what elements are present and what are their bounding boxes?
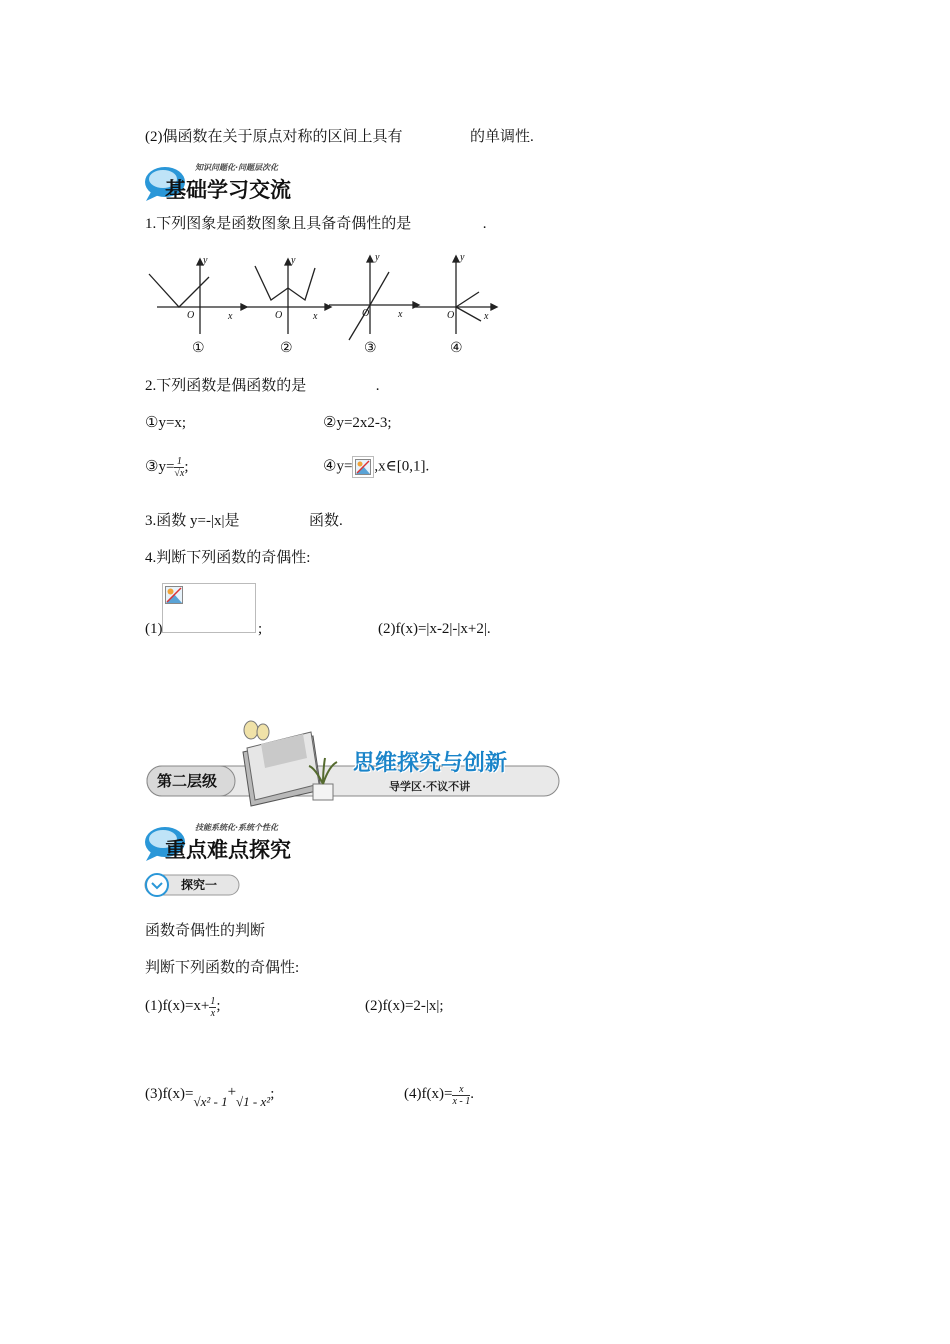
top-line bbox=[145, 127, 534, 147]
image-placeholder-icon bbox=[355, 459, 371, 475]
level-banner bbox=[143, 718, 563, 810]
section2-title-first: 重 bbox=[165, 838, 186, 862]
section1-title-rest: 础学习交流 bbox=[186, 178, 291, 202]
graph-1-origin: O bbox=[187, 310, 195, 321]
instruction: 判断下列函数的奇偶性: bbox=[145, 960, 300, 976]
graph-3-y: y bbox=[375, 252, 380, 263]
butterfly-icon bbox=[244, 721, 269, 740]
broken-image-icon bbox=[352, 456, 374, 478]
fraction-denominator: √x bbox=[174, 468, 185, 479]
q4-part-1-end: ; bbox=[258, 621, 263, 637]
fraction-numerator: 1 bbox=[174, 456, 184, 468]
section2-title-rest: 点难点探究 bbox=[186, 838, 291, 862]
fraction-denominator: x bbox=[210, 1008, 216, 1019]
graph-1-y: y bbox=[203, 255, 208, 266]
exercise-3-root-1: √x² - 1 bbox=[193, 1094, 228, 1109]
section-header-key bbox=[143, 820, 323, 862]
exercise-3-prefix: (3)f(x)= bbox=[145, 1086, 194, 1102]
graph-4-origin: O bbox=[447, 310, 455, 321]
exercise-3-root-2: √1 - x² bbox=[236, 1094, 271, 1109]
question-1 bbox=[145, 214, 487, 234]
question-2-text: 2.下列函数是偶函数的是 bbox=[145, 378, 307, 394]
banner-title: 思维探究与创新 bbox=[353, 751, 508, 776]
exercise-4-fraction bbox=[452, 1084, 470, 1107]
exercise-1-suffix: ; bbox=[216, 998, 221, 1014]
exercise-3-suffix: ; bbox=[270, 1086, 275, 1102]
exercise-3 bbox=[145, 1084, 275, 1109]
q2-option-4-prefix: ④y= bbox=[323, 458, 353, 475]
graph-1-x: x bbox=[228, 311, 233, 322]
explore-tag-label: 探究一 bbox=[181, 878, 218, 892]
banner-subtitle: 导学区·不议不讲 bbox=[389, 780, 471, 793]
exercise-1-prefix: (1)f(x)=x+ bbox=[145, 998, 210, 1014]
top-line-suffix: 的单调性. bbox=[470, 129, 534, 145]
graph-2-y: y bbox=[291, 255, 296, 266]
graph-1-label: ① bbox=[192, 341, 205, 356]
fraction-numerator: 1 bbox=[210, 996, 216, 1007]
graph-3-label: ③ bbox=[364, 341, 377, 356]
banner-level: 第二层级 bbox=[157, 772, 218, 790]
graph-4-x: x bbox=[484, 311, 489, 322]
question-3-suffix: 函数. bbox=[308, 513, 343, 529]
q2-option-3-prefix: ③y= bbox=[145, 458, 175, 475]
question-2 bbox=[145, 376, 380, 396]
exercise-3-plus: + bbox=[227, 1084, 237, 1100]
top-line-prefix: (2)偶函数在关于原点对称的区间上具有 bbox=[145, 129, 403, 145]
graph-3-x: x bbox=[398, 309, 403, 320]
topic-title: 函数奇偶性的判断 bbox=[145, 923, 266, 939]
q2-option-3-suffix: ; bbox=[184, 458, 189, 475]
question-1-end: . bbox=[482, 216, 487, 232]
question-3-prefix: 3.函数 y=-|x|是 bbox=[145, 513, 240, 529]
graph-2-x: x bbox=[313, 311, 318, 322]
section1-title-first: 基 bbox=[165, 178, 186, 202]
question-1-text: 1.下列图象是函数图象且具备奇偶性的是 bbox=[145, 216, 412, 232]
q4-part-2: (2)f(x)=|x-2|-|x+2|. bbox=[378, 621, 491, 637]
graph-2-label: ② bbox=[280, 341, 293, 356]
q2-option-3 bbox=[145, 456, 189, 479]
image-placeholder-icon bbox=[165, 586, 183, 604]
exercise-4 bbox=[404, 1084, 474, 1107]
q2-option-4 bbox=[323, 456, 429, 478]
q2-option-3-fraction bbox=[174, 456, 184, 479]
section1-subtitle: 知识问题化·问题层次化 bbox=[195, 163, 279, 172]
graph-2-origin: O bbox=[275, 310, 283, 321]
section-header-basic bbox=[143, 160, 323, 202]
fraction-numerator: x bbox=[452, 1084, 470, 1096]
q2-option-1: ①y=x; bbox=[145, 415, 187, 431]
question-2-end: . bbox=[375, 378, 380, 394]
q2-option-4-suffix: ,x∈[0,1]. bbox=[374, 458, 430, 475]
q4-part-1-label: (1) bbox=[145, 621, 163, 637]
q2-option-2: ②y=2x2-3; bbox=[323, 415, 392, 431]
graph-4-label: ④ bbox=[450, 341, 463, 356]
exercise-1 bbox=[145, 996, 221, 1019]
section2-subtitle: 技能系统化·系统个性化 bbox=[195, 823, 279, 832]
exercise-2: (2)f(x)=2-|x|; bbox=[365, 998, 444, 1014]
fraction-denominator: x - 1 bbox=[452, 1096, 471, 1107]
graph-4-y: y bbox=[460, 252, 465, 263]
question-3 bbox=[145, 511, 343, 531]
explore-tag bbox=[143, 871, 243, 899]
q4-part-1-image bbox=[162, 583, 256, 633]
question-4: 4.判断下列函数的奇偶性: bbox=[145, 550, 311, 566]
graph-3-origin: O bbox=[362, 308, 370, 319]
exercise-4-suffix: . bbox=[470, 1086, 474, 1102]
exercise-4-prefix: (4)f(x)= bbox=[404, 1086, 453, 1102]
